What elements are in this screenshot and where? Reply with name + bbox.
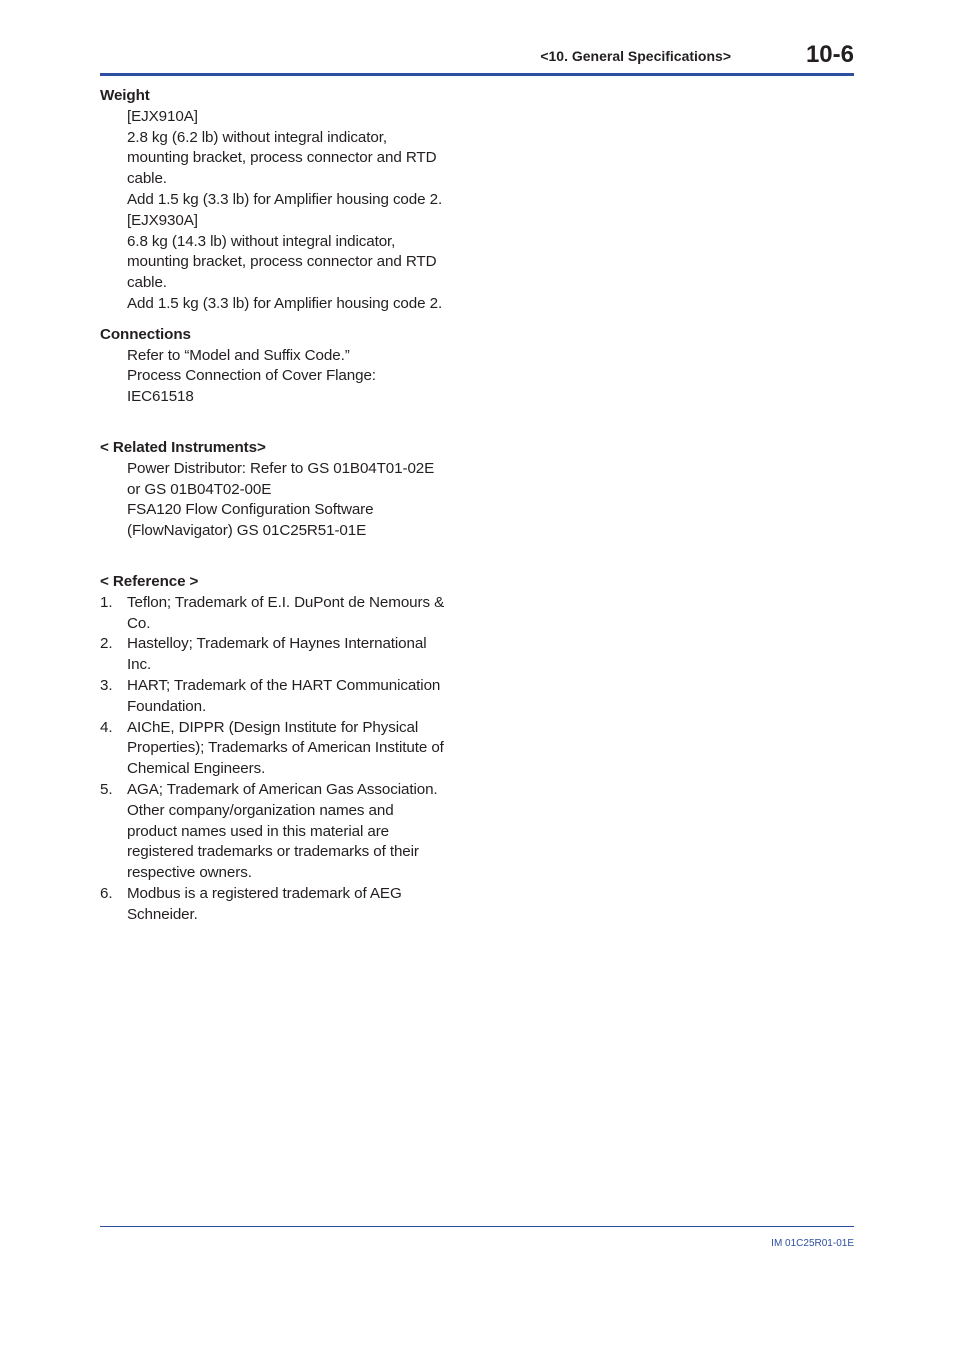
reference-item xyxy=(100,884,470,926)
connections-line: Refer to “Model and Suffix Code.” xyxy=(127,346,350,364)
chapter-heading: <10. General Specifications> xyxy=(540,48,731,64)
weight-line: mounting bracket, process connector and RTD xyxy=(127,149,437,167)
reference-line: Teflon; Trademark of E.I. DuPont de Nemours & xyxy=(127,593,445,611)
reference-item xyxy=(100,593,470,635)
reference-title: < Reference > xyxy=(100,572,199,590)
weight-line: cable. xyxy=(127,274,167,292)
weight-line: [EJX910A] xyxy=(127,107,198,125)
reference-number: 5. xyxy=(100,780,113,798)
reference-number: 3. xyxy=(100,676,113,694)
reference-line: Foundation. xyxy=(127,697,207,715)
page-number: 10-6 xyxy=(805,41,854,68)
reference-line: Chemical Engineers. xyxy=(127,760,266,778)
reference-text xyxy=(127,780,470,884)
spacer xyxy=(100,542,470,572)
reference-item xyxy=(100,634,470,676)
connections-body xyxy=(100,346,470,408)
reference-number: 6. xyxy=(100,884,113,902)
reference-item xyxy=(100,718,470,780)
document-number: IM 01C25R01-01E xyxy=(771,1238,854,1249)
reference-line: product names used in this material are xyxy=(127,822,390,840)
reference-line: respective owners. xyxy=(127,864,252,882)
weight-title: Weight xyxy=(100,87,150,104)
weight-section xyxy=(100,86,470,315)
related-line: (FlowNavigator) GS 01C25R51-01E xyxy=(127,522,367,540)
reference-line: Properties); Trademarks of American Institute of xyxy=(127,739,444,757)
page-content xyxy=(100,86,470,925)
reference-text xyxy=(127,634,470,676)
reference-number: 4. xyxy=(100,718,113,736)
weight-body xyxy=(100,107,470,315)
reference-text xyxy=(127,676,470,718)
connections-section xyxy=(100,325,470,408)
reference-line: AGA; Trademark of American Gas Association. xyxy=(127,780,438,798)
related-line: FSA120 Flow Configuration Software xyxy=(127,501,374,519)
spacer xyxy=(100,408,470,438)
related-instruments-title: < Related Instruments> xyxy=(100,438,266,456)
reference-item xyxy=(100,676,470,718)
weight-line: mounting bracket, process connector and RTD xyxy=(127,253,437,271)
reference-line: AIChE, DIPPR (Design Institute for Physical xyxy=(127,718,419,736)
reference-line: HART; Trademark of the HART Communication xyxy=(127,676,441,694)
reference-line: Modbus is a registered trademark of AEG xyxy=(127,884,402,902)
reference-line: Hastelloy; Trademark of Haynes International xyxy=(127,635,427,653)
connections-line: Process Connection of Cover Flange: xyxy=(127,367,376,385)
weight-line: Add 1.5 kg (3.3 lb) for Amplifier housing code 2. xyxy=(127,190,443,208)
weight-line: 6.8 kg (14.3 lb) without integral indicator, xyxy=(127,232,396,250)
reference-text xyxy=(127,718,470,780)
weight-line: cable. xyxy=(127,170,167,188)
reference-line: Other company/organization names and xyxy=(127,801,394,819)
connections-line: IEC61518 xyxy=(127,388,194,406)
related-instruments-section xyxy=(100,438,470,542)
related-instruments-body xyxy=(100,459,470,542)
reference-text xyxy=(127,884,470,926)
reference-line: registered trademarks or trademarks of their xyxy=(127,843,419,861)
connections-title: Connections xyxy=(100,325,191,343)
spacer xyxy=(100,315,470,325)
reference-item xyxy=(100,780,470,884)
reference-text xyxy=(127,593,470,635)
related-line: Power Distributor: Refer to GS 01B04T01-02E xyxy=(127,459,435,477)
footer-divider xyxy=(100,1226,854,1227)
reference-number: 2. xyxy=(100,635,113,653)
weight-line: Add 1.5 kg (3.3 lb) for Amplifier housing code 2. xyxy=(127,294,443,312)
header-divider xyxy=(100,73,854,76)
reference-line: Schneider. xyxy=(127,905,198,923)
weight-line: [EJX930A] xyxy=(127,211,198,229)
weight-line: 2.8 kg (6.2 lb) without integral indicator, xyxy=(127,128,387,146)
reference-section xyxy=(100,572,470,926)
reference-number: 1. xyxy=(100,593,113,611)
reference-line: Inc. xyxy=(127,656,152,674)
reference-line: Co. xyxy=(127,614,151,632)
related-line: or GS 01B04T02-00E xyxy=(127,480,272,498)
